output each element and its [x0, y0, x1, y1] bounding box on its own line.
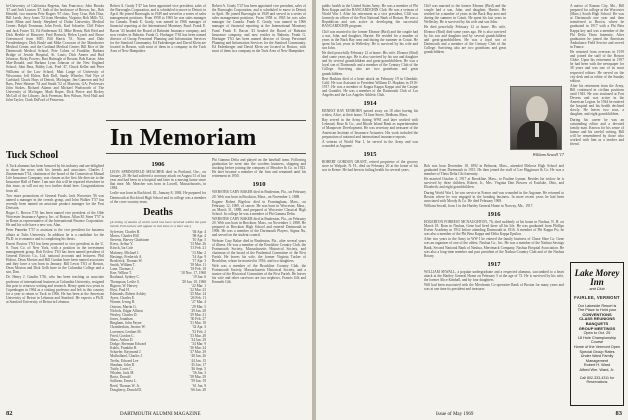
obituary-paragraph: During World War I, he saw service in France and was wounded in the Argonne. He returned to Boston where he was engaged in the bonding business. In more recent years he had been associated with Moody & Co. He died February 1969.	[424, 190, 564, 203]
death-name: Lane, Thomas J.	[110, 267, 134, 272]
death-name: Nichols, Edgar Allison	[110, 308, 143, 313]
obituary-paragraph: A native of Kansas City, Mo., Bill prepared for college at the Worcester (Mass.) South High School. He was at Dartmouth one year and then transferred to Brown, where he graduated in 1917 with a Phi Beta Kappa key and was a member of the Phi Delta Theta fraternity. After graduation he joined the American Ambulance Field Service and served in France.	[570, 4, 624, 49]
death-name: Hoyt, Paul H.	[110, 287, 130, 292]
class-year-heading: 1917	[487, 260, 501, 268]
ad-line: Robert H. Ward	[583, 363, 611, 368]
death-class-date: '31 Mar. 18	[189, 321, 206, 326]
ad-line: CONVENTIONS	[582, 311, 612, 317]
left-page	[0, 0, 312, 420]
death-name: Kuhlo, Franklin R.	[110, 346, 138, 351]
ad-line: Special Group Rates	[579, 349, 615, 354]
death-entry	[110, 388, 206, 392]
death-name: Fried, Gordon C.	[110, 333, 135, 338]
class-year-heading: 1916	[487, 210, 501, 218]
death-class-date: '66 Jan. 28	[190, 387, 206, 392]
death-class-date: '44 Jan. 15	[190, 358, 206, 363]
obituary-paragraph: Webster Cary Baker died in Bradenton, Fla., after several years of illness. He was a member of the Brookline Country Club, the Portsmouth Society, Massachusetts Historical Society, and chairman of the board of the Prudential Committee of the First Parish. He leaves his wife, the former Virginia Tucker of Brookline, whom he married in 1916; and two daughters.	[212, 238, 306, 263]
death-class-date: '08 Apr. 4	[192, 233, 206, 238]
death-class-date: '13 Mar. 26	[189, 242, 206, 247]
death-class-date: '59 Jan. 19	[190, 379, 206, 384]
magazine-footer: DARTMOUTH ALUMNI MAGAZINE	[120, 412, 201, 417]
death-class-date: '36 Mar. 24	[189, 346, 206, 351]
obituary-paragraph: After two years in the Army in WW I he entered the family business of Chase Shoe Co. Gene was an organizer of one of the oldest, Nashua Co., Inc. He was a member of the Nashua Savings Bank, Second National Bank of Nashua, Merrimack Company, Nashua Hospital Association. He was also a long-time member and past president of the Nashua Country Club and of the Nashua Rotary.	[424, 237, 564, 258]
photo-caption: William Sewall '17	[532, 152, 564, 157]
death-name: Maloney, Michael J.	[110, 250, 140, 255]
class-year-heading: 1906	[151, 161, 165, 168]
class-year-heading: 1914	[363, 100, 377, 108]
ad-lines	[573, 304, 621, 373]
obituary-paragraph: After his retirement from the Army, Bill continued in civilian positions until 1943. He was stationed at Fort Devens and was active in the American Legion. In 1944 he entered the hospital and his health declined slowly. He leaves two sons, a daughter, and eight grandchildren.	[570, 83, 624, 117]
ad-line: BANQUETS	[585, 320, 609, 326]
deaths-note: [A listing of deaths of which word has been received within the past month. Full notices will appear in this issue or a later one.]	[110, 219, 206, 228]
obituary-paragraph: ERNEST RAY EINHORN passed away on 18 after having his widow, Alice, at their home, 74 Jane Street, Dedham, Mass.	[322, 109, 418, 118]
obituary-paragraph: Leslie was born in Rockford, Ill., January 8, 1884. He prepared for Dartmouth at Rockford High School and in college was a member of the cross-country team.	[110, 191, 206, 204]
tuck-notes-column	[6, 4, 104, 144]
death-class-date: '22 Mar. 1	[191, 283, 206, 288]
memoriam-column-5	[570, 4, 624, 256]
obituary-paragraph: LEON SPRINGFIELD MEACHER died in Portland, Ore., on January 20. He had suffered a coronary attack on August 31 of last year and had been in a hospital and later in a nursing home since that time. Mr. Meacher was born in Lowell, Massachusetts, in 1884.	[110, 170, 206, 191]
death-name: Dodge, Sherman Edward	[110, 341, 147, 346]
death-class-date: '27 Mar. 4	[191, 300, 206, 305]
death-name: Ayers, Charles E.	[110, 296, 136, 301]
portrait-photo	[510, 86, 562, 150]
portrait-shirt	[535, 123, 539, 137]
death-class-date: '18 Feb. 19	[190, 267, 206, 272]
obituary-paragraph: WILLIAM SEWALL, a popular undergraduate and a respected alumnus, succumbed to a heart attack at the Hartley General Home on February 5 at the age of 72. He is survived by his wife, the former Alice Kimball, and by four daughters.	[424, 269, 564, 282]
obituary-paragraph: He married October 4, 1917 at Brookline, Mass., to Pauline Lyman. Besides his widow he is survived by three children, Robert, Jr., Mrs. Virginia Dart Bowers of Eastlake, Ohio, and Elizabeth, and eight grandchildren.	[424, 177, 564, 190]
obituary-paragraph: WEBSTER CARY BAKER died in Bradenton, Fla., on February 20. Web was born in Brockton, Mass., on November 1, 1888.	[212, 190, 306, 199]
ad-line: Home of the Vermont Open	[573, 344, 621, 349]
death-name: Bingham, John Payne	[110, 321, 142, 326]
obituary-paragraph: He died peacefully February 12 at home. His wife, Eleanor (Bird) died some years ago. He is also survived by his son and daughter and by several grandchildren and great-grandchildren. He was a loyal son of Dartmouth and a member of the Century Club of the College. Surviving also are two grandsons and great grandchildren.	[424, 25, 506, 55]
obituary-paragraph: He died peacefully February 12 at home. His wife, Eleanor (Bird) died some years ago. He is also survived by his son and daughter and by several grandchildren and great-grandchildren. He was a loyal son of Dartmouth and a member of the Century Club of the College. Surviving also are two grandsons and great grandchildren.	[322, 51, 418, 76]
death-name: Moses, Charles Hill	[110, 233, 139, 238]
death-name: Treihs, Edward Lee	[110, 358, 139, 363]
memoriam-column-4-top	[424, 4, 506, 164]
death-name: Chamberlain, Jerome W.	[110, 325, 146, 330]
memoriam-column-2	[212, 158, 306, 408]
obituary-paragraph: WEBSTER CARY BAKER died in Bradenton, Fla., on February 20. Web was born in Brockton, Mass., on November 1, 1888. He prepared at Brockton High School and entered Dartmouth in 1906. He was a member of the Dartmouth Players, Sigma Nu, and served on the student council.	[212, 217, 306, 238]
death-class-date: '40 Jan. 26	[190, 354, 206, 359]
death-name: Ostrom, Martin G.	[110, 304, 137, 309]
death-class-date: '34 Mar. 9	[191, 341, 206, 346]
tuck-school-heading: Tuck School	[6, 150, 59, 161]
obituary-paragraph: William Sewall, born 1 in the Hartley General Home in Norway, Me., 1917.	[424, 203, 534, 208]
deaths-heading: Deaths	[143, 206, 173, 218]
death-name: Sheahan, John D.	[110, 362, 136, 367]
class-year-heading: 1915	[363, 150, 377, 158]
page-number-left: 82	[6, 410, 13, 417]
obituary-paragraph: A veteran of World War I, he served in the Army and was wounded at Argonne.	[322, 139, 418, 148]
death-class-date: '04 Apr. 4	[192, 229, 206, 234]
death-name: Tuttle, Louis C.	[110, 366, 133, 371]
obituary-paragraph: Ray served in the Army during WWI and later worked with Lebeaud, Rose & Co., and Rhode Island Bank as superintendent of Manpower Development. He was secretary and treasurer of the American Institute of Insurance Actuaries. His work included the preparation of national and international insurance reports.	[322, 118, 418, 139]
death-name: Mulholland, Charles J.	[110, 354, 143, 359]
death-name: Roubaud, Sydney C.	[110, 275, 140, 280]
death-class-date: '20 Jan. 10, 1968	[181, 279, 206, 284]
death-name: Broderick, Thomas W.	[110, 258, 143, 263]
death-name: Hastings, Frederick A.	[110, 254, 143, 259]
death-class-date: '29 Mar. 21	[189, 312, 206, 317]
tuck-paragraph: Roger C. Brown T'55 has been named vice president of the Olde Worcester Insurance Agency, Inc. of Boston. Allan M. Stern T'57 is in Rome as representative of the International Finance Corporation. He and his wife have a new son, Alan.	[6, 211, 104, 228]
alumni-notes-column-right	[212, 4, 306, 116]
tuck-paragraph: Dr. Henry J. Gaudin T'56, who has been teaching as associate professor of international business at Columbia University, resigned this post to return to writing and research. Henry spent two years in Copenhagen in 1964 as a visiting professor and left in this country for a year to return to Tuck in 1966. He has been at the American University of Beirut in Lebanon and Stanford. He expects a Ph.D. at Stanford University of Beirut in Lebanon.	[6, 275, 104, 304]
death-class-date: '18 Nov. 17, 1968	[180, 271, 206, 276]
class-year-heading: 1910	[252, 181, 266, 189]
death-name: Bortz, Donald	[110, 375, 131, 380]
memoriam-column-1	[110, 158, 206, 408]
death-class-date: '34 Jan. 29	[190, 337, 206, 342]
obituary-paragraph: Bert Haskins died of a heart attack on February 19 in Glendale, Calif. He was Assistant to President William D. Hopkins in 1916-1917. He was a member of Kappa Kappa Kappa and the Casque and Gauntlet. He was a member of the Dartmouth Club of Los Angeles and the Los Angeles Athletic Club.	[322, 76, 418, 97]
ad-line: Under Ward Family Management	[580, 354, 614, 363]
death-name: Jones, Jonathan	[110, 317, 133, 322]
death-name: Smith, William T.	[110, 263, 136, 267]
death-class-date: '22 Mar. 23	[189, 287, 206, 292]
death-name: Edmonds, Robert Ashley	[110, 292, 147, 297]
death-class-date: '45 Jan. 17	[190, 362, 206, 367]
portrait-head	[526, 96, 548, 124]
deaths-list	[110, 230, 206, 392]
death-name: Shaw, Arthur D.	[110, 337, 134, 342]
obituary-paragraph: Will had been associated with the Merchants Co-operative Bank of Boston for many years and was at one time its president and treasurer.	[424, 283, 564, 292]
memoriam-column-3	[322, 4, 418, 406]
death-name: Thompson, Leslie S.	[110, 279, 140, 284]
alumni-notes-paragraph: Robert A. Grady T'47 has been appointed vice president, sales of the Burroughs Corporation, and is scheduled to move to Detroit in April. He joined Burroughs in 1949 and served in a series of sales management positions. From 1958 to 1965 he was sales manager for Canada. Frank E. Grady, was named in 1966 manager of financial reporting at the International Monetary Fund. Frank E. Bacon '43 headed the Board of Bahraini Insurance company, and now resides in Bahrain. Frank G. Horhager T'63 has been named director of Group Personnel Planning and Information Services for the Stanford Community. Ed Fadenberger and David Klein are located in Boston, with most of them in a company in the Tuck Area of New Hampshire.	[212, 4, 306, 54]
obituary-paragraph: Web was a member of the Brookline Country Club, the Portsmouth Society, Massachusetts Historical Society, and a trustee of the Historical Committee of the First Parish. He leaves his wife and other survivors are two nephews, Francis Gilt and Kenneth Gilt.	[212, 264, 306, 285]
ad-line: Our Lakeside Resort is	[577, 303, 617, 308]
tuck-paragraph: Peter Panneku T'57 is assistant to the vice president for business affairs at Tufts University. In addition he is a candidate for the Ph.D. in economics and is completing his thesis.	[6, 228, 104, 241]
page-number-right: 83	[615, 410, 622, 417]
death-name: Dougherty, Donald D.	[110, 387, 142, 392]
lake-morey-inn-ad	[570, 262, 624, 406]
death-name: Kirsch, Ira Cole	[110, 246, 134, 251]
ad-line: Alfred Wm. Ward, Jr.	[579, 367, 615, 372]
death-class-date: '19 Jan. 6	[192, 275, 206, 280]
tuck-paragraph: A Tuck alumnus has been honored by his industry and are delighted to share the news with his friends and associates. Charles J. Zimmerman T'34, chairman of the board of the Connecticut Mutual Life Insurance Company, was chosen as the first life director to the Insurance Hall of Fame. I am sure this will be reported elsewhere in this issue, as will not my two further detail here. Congratulations from all.	[6, 164, 104, 193]
ad-line: CLASS REUNIONS	[579, 316, 615, 322]
death-name: Kress, Arthur Y.	[110, 242, 134, 247]
ad-line: The Place to Hold your	[577, 308, 617, 313]
death-name: Schaefer, Raymond J.	[110, 350, 142, 355]
section-rule-bottom	[106, 153, 306, 154]
ad-logo-sub: and Club	[589, 287, 605, 291]
death-class-date: '56 Jan. 3	[192, 371, 206, 376]
obituary-paragraph: Eugene Robert Bigelow died in Framingham, Mass., on February 12, 1969, of cancer. He was born in Worcester, Mass., on March 31, 1888, and prepared at Worcester Classical High School. In college he was a member of Phi Gamma Delta.	[212, 199, 306, 216]
death-name: Sylvester, Charles B.	[110, 229, 141, 234]
death-class-date: '30 Feb. 27	[190, 317, 206, 322]
tuck-notes-paragraph: hi-University of California Regents, San Francisco; John Brooks '47 and Josh Lawton '47, both of the bookstore of Brown, Inc., Bob Heindel, two mavens Pete Rogers '67 class, Tony Cruz, Bob Diaz, Bill Leeds, Jerry Jones '52 from Herndon, Virginia; Bob Mills '52, Janet Blinn and Sandy Shepherd of Dolan University Medical Center; Ralph Troutman, John Frech, Karl Schaefer, Cliff Fisher and Jack Foster '43, Ed Faiderman '43, Mike Bemis, Bob Bird and Dick Heeble of Hanover; Fred Bertuch, Helen Lynch and Bruce Greenwood from MIT; Bill Harris '51, Norm and Dale Freudenberger, Dick Boulé and Mike Corcoran of the Manchester Medical Center, and the Cortland Medical Center; Bill Rice of the Dartmouth Medical School, Pete Cohen of Franklin; Barbara Bridge of Jewish Hospital, St. Louis; Dick Ameer and Bud Johnson, Ricky Powers, Bart Hufnagle of Boston; Bob Kaiser, John Mae-Donald, and Barbara Lynn Johnson of the New England School; John Bass, Bobby Lott, Fred '47, Chuck Keller and Peter Williams of the Law School; Matt Lange of University of Wisconsin; Jeff Ehlers, Bob Doll, Sandy Wheeler, Ned Nye of Carlsbad; Chuck Hays of Detroit, Michigan; Jim Cameron and Syl Bass, Peter Skinner '54 and Smith '52 of Marietta, GA; Professors John Stokes, Richard Adams and Michael Wadsworth of The University of Michigan; Mark Roper, Dick Pierce and Rickey McCall of the Library; Jack Freeman, Ben Wilson, Fred Hall and John Taylor; Clark DuFord of Princeton.	[6, 4, 104, 103]
section-rule-top	[106, 120, 306, 121]
obituary-paragraph: He returned from overseas in 1919 and joined the staff of the Boston Globe. Upon his retirement in 1957 he had been with the newspaper for 38 years and was one of its most respected editors. He served on the city desk and as editor of the Sunday edition.	[570, 50, 624, 83]
ad-line: Course	[590, 340, 604, 345]
death-name: Reed, Thomas W. Jr.	[110, 383, 140, 388]
death-name: Wesley, Charles D.	[110, 312, 138, 317]
death-class-date: '18 Mar. 11	[189, 263, 206, 267]
death-class-date: '17 Apr. 3	[192, 258, 206, 263]
death-class-date: '46 Sept. 5	[190, 366, 206, 371]
tuck-school-column	[6, 164, 104, 406]
in-memoriam-title: In Memoriam	[110, 125, 257, 151]
death-class-date: '14 Apr. 9	[192, 254, 206, 259]
obituary-paragraph: Phi Gamma Delta and played on the baseball team. Following graduation he went into the woolens business, shipping and trucking before joining the company of Meacher & Co. in 1923. He later became a member of the firm and remained until his retirement in 1950.	[212, 158, 306, 179]
obituary-paragraph: ROBERT GORDON GRANT, retired proprietor of the grocery store in Walpole, N. H., died on February 20 at the home of his son in Keene. He had been in failing health for several years.	[322, 159, 418, 173]
death-class-date: '26 Feb. 11	[190, 296, 206, 301]
death-name: Bignou, W. Harvey	[110, 283, 138, 288]
death-class-date: '37 Mar. 29	[189, 350, 206, 355]
death-class-date: '13 Mar. 2	[191, 250, 206, 255]
death-class-date: '33 Feb. 2	[191, 329, 206, 334]
death-class-date: '58 Mar. 29	[189, 375, 206, 380]
ad-location: FAIRLEE, VERMONT	[574, 294, 620, 300]
death-name: Warner, Irving R.	[110, 300, 136, 305]
death-class-date: '29 Jan. 28	[190, 308, 206, 313]
alumni-notes-paragraph: Robert A. Grady T'47 has been appointed vice president, sales of the Burroughs Corporation, and is scheduled to move to Detroit in April. He joined Burroughs in 1949 and served in a series of sales management positions. From 1958 to 1965 he was sales manager for Canada. Frank E. Grady, was named in 1966 manager of financial reporting at the International Monetary Fund. Frank E. Bacon '43 headed the Board of Bahraini Insurance company, and now resides in Bahrain. Frank G. Horhager T'63 has been named director of Group Personnel Planning and Information Services for the Stanford Community. Ed Fadenberger and David Klein are located in Boston, with most of them in a company in the Tuck Area of New Hampshire.	[110, 4, 206, 54]
ad-logo: Lake Morey Inn	[574, 268, 620, 287]
death-class-date: '25 Mar. 14	[189, 292, 206, 297]
ad-line: 18 Hole Championship	[577, 335, 617, 340]
tuck-paragraph: Ernest Rostow T'63 has been promoted to vice president in the U. S. Trust Co. of New York, with a position in the investment management group. Bob Ertlow T'63 has been named president of General Electric Co., Ltd. national accounts and lecturers. Phil Holton, Dean Morton and Bill Gordon have been named associates and they have a son born in January. Bill Lewis T'63 of Boston, Dean Morton and Dick Gelb have in the Columbia College and a son, Dan.	[6, 241, 104, 275]
ad-line: GROUP MEETINGS	[578, 325, 616, 331]
ad-line: Open to Oct. 25	[583, 331, 611, 336]
obituary-paragraph: Bob was born December 18, 1892 in Belmont, Mass., attended Melrose High School and graduated from Dartmouth in 1915. He then joined the staff of Lee Higginson & Co. He was a member of Theta Delta Chi fraternity.	[424, 164, 564, 177]
obituary-paragraph: Cliff was married to the former Eleanor (Bird) and the couple had a son, John, and daughter, Harriet. He resided for a number of years in the Back Bay area and during the summer in Cotuit. He spent his last years in Wellesley. He is survived by his wife and son John.	[322, 29, 418, 50]
death-name: Whalen, Jack M.	[110, 371, 135, 376]
death-class-date: '32 Apr. 3	[192, 325, 206, 330]
death-class-date: '10 Apr. 5	[192, 238, 206, 243]
right-page	[316, 0, 628, 420]
obituary-paragraph: During his career he was an outstanding editor and a devoted family man. Known for his sense of humor and his careful writing, Bill will be remembered by those who worked with him as a teacher and friend.	[570, 117, 624, 147]
death-name: Lorenzen, Lenhart M.	[110, 329, 142, 334]
death-class-date: '61 Jan. 9	[192, 383, 206, 388]
death-name: Stevens, Harvey Gladstone	[110, 238, 150, 243]
obituary-paragraph: Cliff was married to the former Eleanor (Bird) and the couple had a son, John, and daughter, Harriet. He resided for a number of years in the Back Bay area and during the summer in Cotuit. He spent his last years in Wellesley. He is survived by his wife and son John.	[424, 4, 506, 25]
death-class-date: '29 Mar. 5	[191, 304, 206, 309]
ad-phone: Call 802-333-4311 for Reservations	[579, 375, 615, 384]
tuck-paragraph: Two more promotions of General Foods. Jack Worcester '56 was named a manager in the cereals group, and John Walker T'57 has recently been named an associate product manager for the Post Division.	[6, 193, 104, 210]
death-class-date: '13 Feb. 21	[190, 246, 206, 251]
memoriam-column-4	[424, 164, 564, 406]
alumni-notes-column	[110, 4, 206, 116]
death-name: Sullivan, Ernest L.	[110, 379, 137, 384]
issue-footer: Issue of May 1969	[436, 412, 474, 417]
death-class-date: '33 Mar. 28	[189, 333, 206, 338]
death-name: Kerr, Wilbur T.	[110, 271, 132, 276]
obituary-paragraph: public health in the United States Army. He was a member of Phi Beta Kappa and the BANCARDCHIN Club. He was a veteran of World War I. After his retirement as a vice president, Cliff was formerly an officer of the First National Bank of Boston. He was a Republican and was active in developing the successful BANCARDCHIN program.	[322, 4, 418, 29]
obituary-paragraph: EDGERTON FORREST MCNAUGHTON, 76, died suddenly at his home in Nashua, N. H. on March 18. Born in Nashua, Gene had lived there all his life. He was graduated from Phillips Exeter Academy in 1912 before attending Dartmouth in 1916. A member of Phi Kappa Psi, he was also a member of the Phi Beta Kappa and Delta Kappa Epsilon.	[424, 219, 564, 237]
